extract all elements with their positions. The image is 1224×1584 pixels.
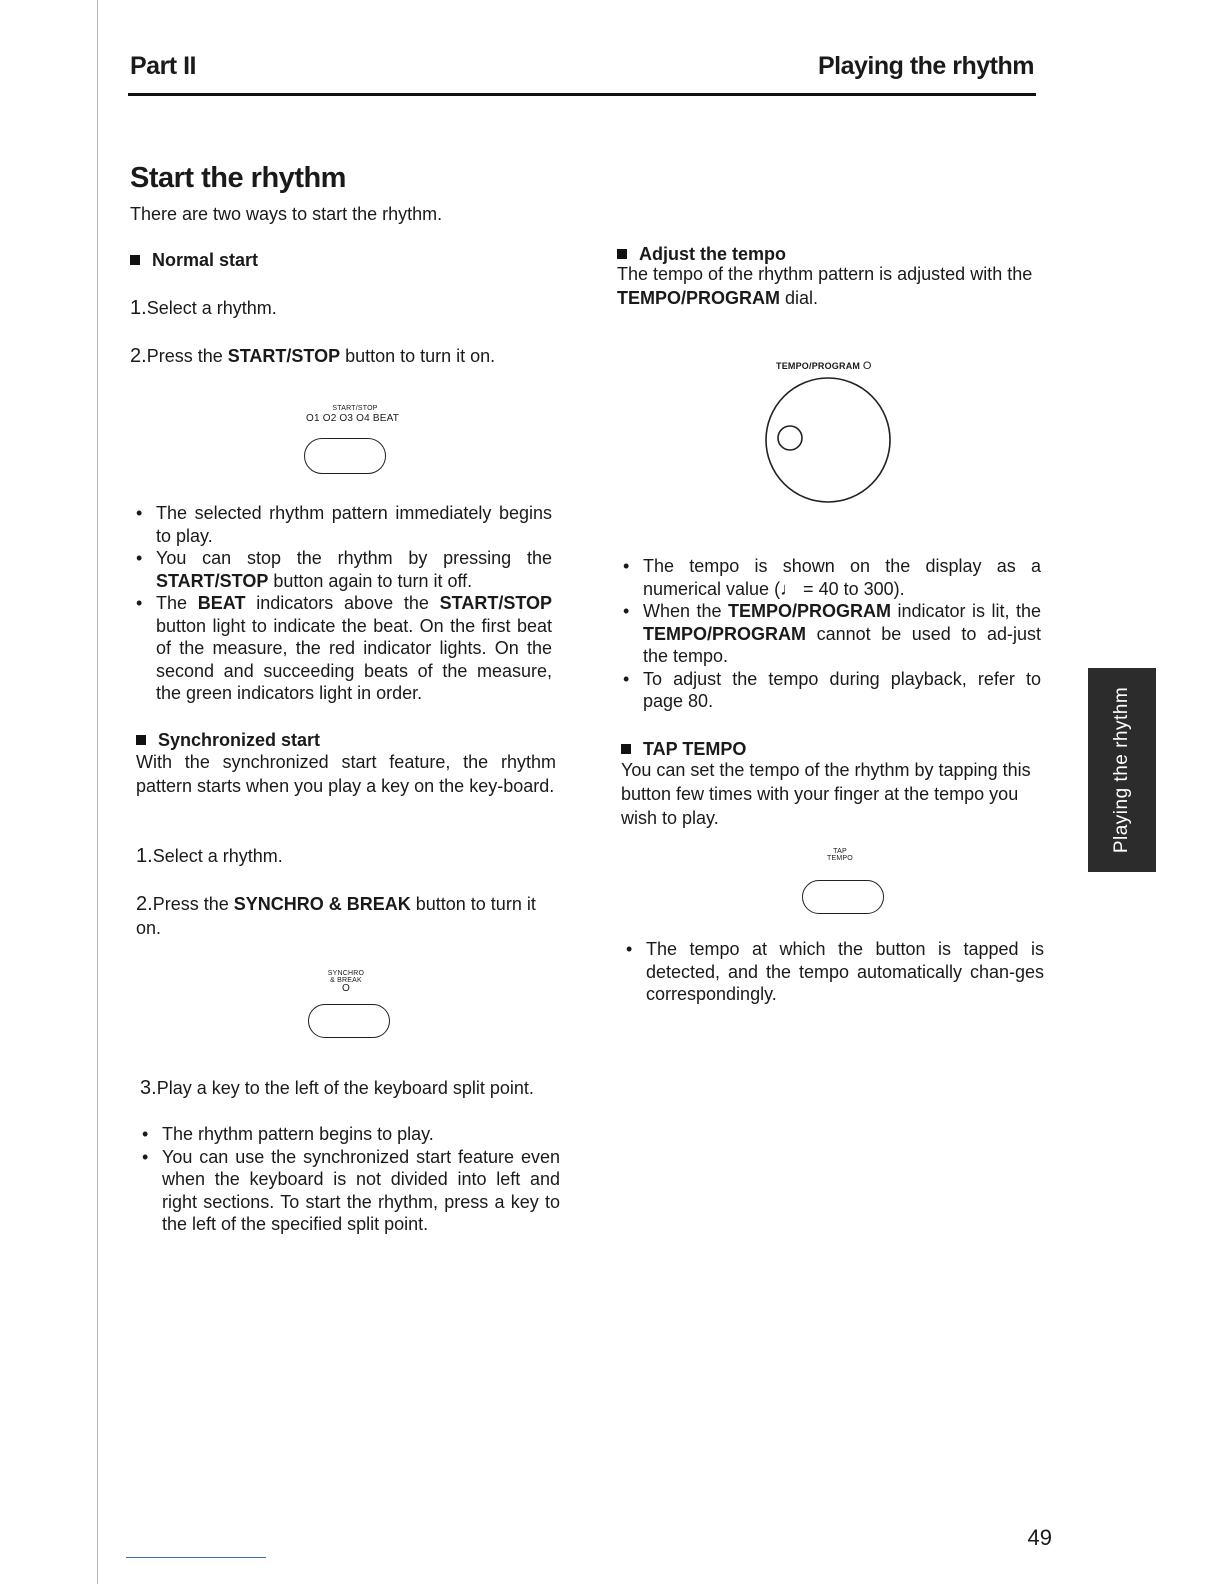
binding-line	[97, 0, 98, 1584]
tap-bullet-1: • The tempo at which the button is tapped is detected, and the tempo automatically chan-ges correspondingly.	[624, 938, 1044, 1006]
square-bullet-icon	[130, 255, 140, 265]
square-bullet-icon	[136, 735, 146, 745]
header-chapter: Playing the rhythm	[817, 52, 1034, 80]
tap-tempo-button[interactable]	[802, 880, 884, 914]
header-part: Part II	[130, 52, 196, 80]
start-stop-button[interactable]	[304, 438, 386, 474]
tempo-program-dial[interactable]	[760, 376, 900, 516]
tempo-bullet-1: • The tempo is shown on the display as a numerical value (♩ = 40 to 300).	[621, 555, 1041, 600]
tap-tempo-body: You can set the tempo of the rhythm by tapping this button few times with your finger at the tempo you wish to play.	[621, 760, 1031, 828]
synchronized-start-heading: Synchronized start	[136, 728, 320, 752]
footer-rule	[126, 1557, 266, 1558]
adjust-tempo-body: The tempo of the rhythm pattern is adjusted with the TEMPO/PROGRAM dial.	[617, 264, 1033, 308]
tap-label: TAP	[833, 848, 847, 855]
sync-step-1: 1.Select a rhythm.	[136, 845, 283, 867]
section-title: Start the rhythm	[130, 162, 346, 194]
tempo-program-label: TEMPO/PROGRAM O	[776, 360, 872, 372]
tap-tempo-bullets	[624, 938, 1044, 1006]
page-number: 49	[1027, 1525, 1052, 1550]
sync-step-2: 2.Press the SYNCHRO & BREAK button to turn it on.	[136, 893, 536, 938]
sync-step-3: 3.Play a key to the left of the keyboard split point.	[140, 1077, 534, 1099]
adjust-tempo-bullets	[621, 555, 1041, 713]
synchro-break-panel	[316, 970, 376, 994]
normal-bullet-3: • The BEAT indicators above the START/STOP button light to indicate the beat. On the first beat of the measure, the red indicator lights. On the second and succeeding beats of the measure, the green indicators light in order.	[134, 592, 552, 705]
header-rule	[128, 93, 1036, 96]
square-bullet-icon	[621, 744, 631, 754]
start-stop-panel	[290, 404, 420, 425]
normal-bullet-2: • You can stop the rhythm by pressing the START/STOP button again to turn it off.	[134, 547, 552, 592]
normal-start-bullets	[134, 502, 552, 705]
adjust-tempo-heading: Adjust the tempo	[617, 242, 786, 266]
break-label: & BREAK	[330, 977, 362, 984]
tap-tempo-panel	[816, 848, 864, 863]
synchro-indicator: O	[342, 983, 350, 994]
normal-step-2: 2.Press the START/STOP button to turn it on.	[130, 345, 496, 367]
side-tab-label: Playing the rhythm	[1111, 686, 1133, 854]
beat-indicators: O1 O2 O3 O4 BEAT	[306, 413, 400, 424]
normal-bullet-1: • The selected rhythm pattern immediately begins to play.	[134, 502, 552, 547]
tap-tempo-heading: TAP TEMPO	[621, 737, 746, 761]
synchronized-start-body: With the synchronized start feature, the rhythm pattern starts when you play a key on the key-board.	[136, 752, 556, 796]
sync-bullet-2: • You can use the synchronized start feature even when the keyboard is not divided into left and right sections. To start the rhythm, press a key to the left of the specified split point.	[140, 1146, 560, 1236]
square-bullet-icon	[617, 249, 627, 259]
synchro-break-button[interactable]	[308, 1004, 390, 1038]
side-tab	[1088, 668, 1156, 872]
synchro-label: SYNCHRO	[327, 970, 365, 977]
normal-step-1: 1.Select a rhythm.	[130, 297, 277, 319]
sync-bullet-1: • The rhythm pattern begins to play.	[140, 1123, 560, 1146]
tempo-label: TEMPO	[827, 855, 853, 862]
tempo-bullet-2: • When the TEMPO/PROGRAM indicator is lit, the TEMPO/PROGRAM cannot be used to ad-just the tempo.	[621, 600, 1041, 668]
normal-start-heading: Normal start	[130, 248, 258, 272]
tempo-bullet-3: • To adjust the tempo during playback, refer to page 80.	[621, 668, 1041, 713]
start-stop-label: START/STOP	[332, 405, 378, 412]
sync-bullets	[140, 1123, 560, 1236]
section-intro: There are two ways to start the rhythm.	[130, 204, 443, 224]
